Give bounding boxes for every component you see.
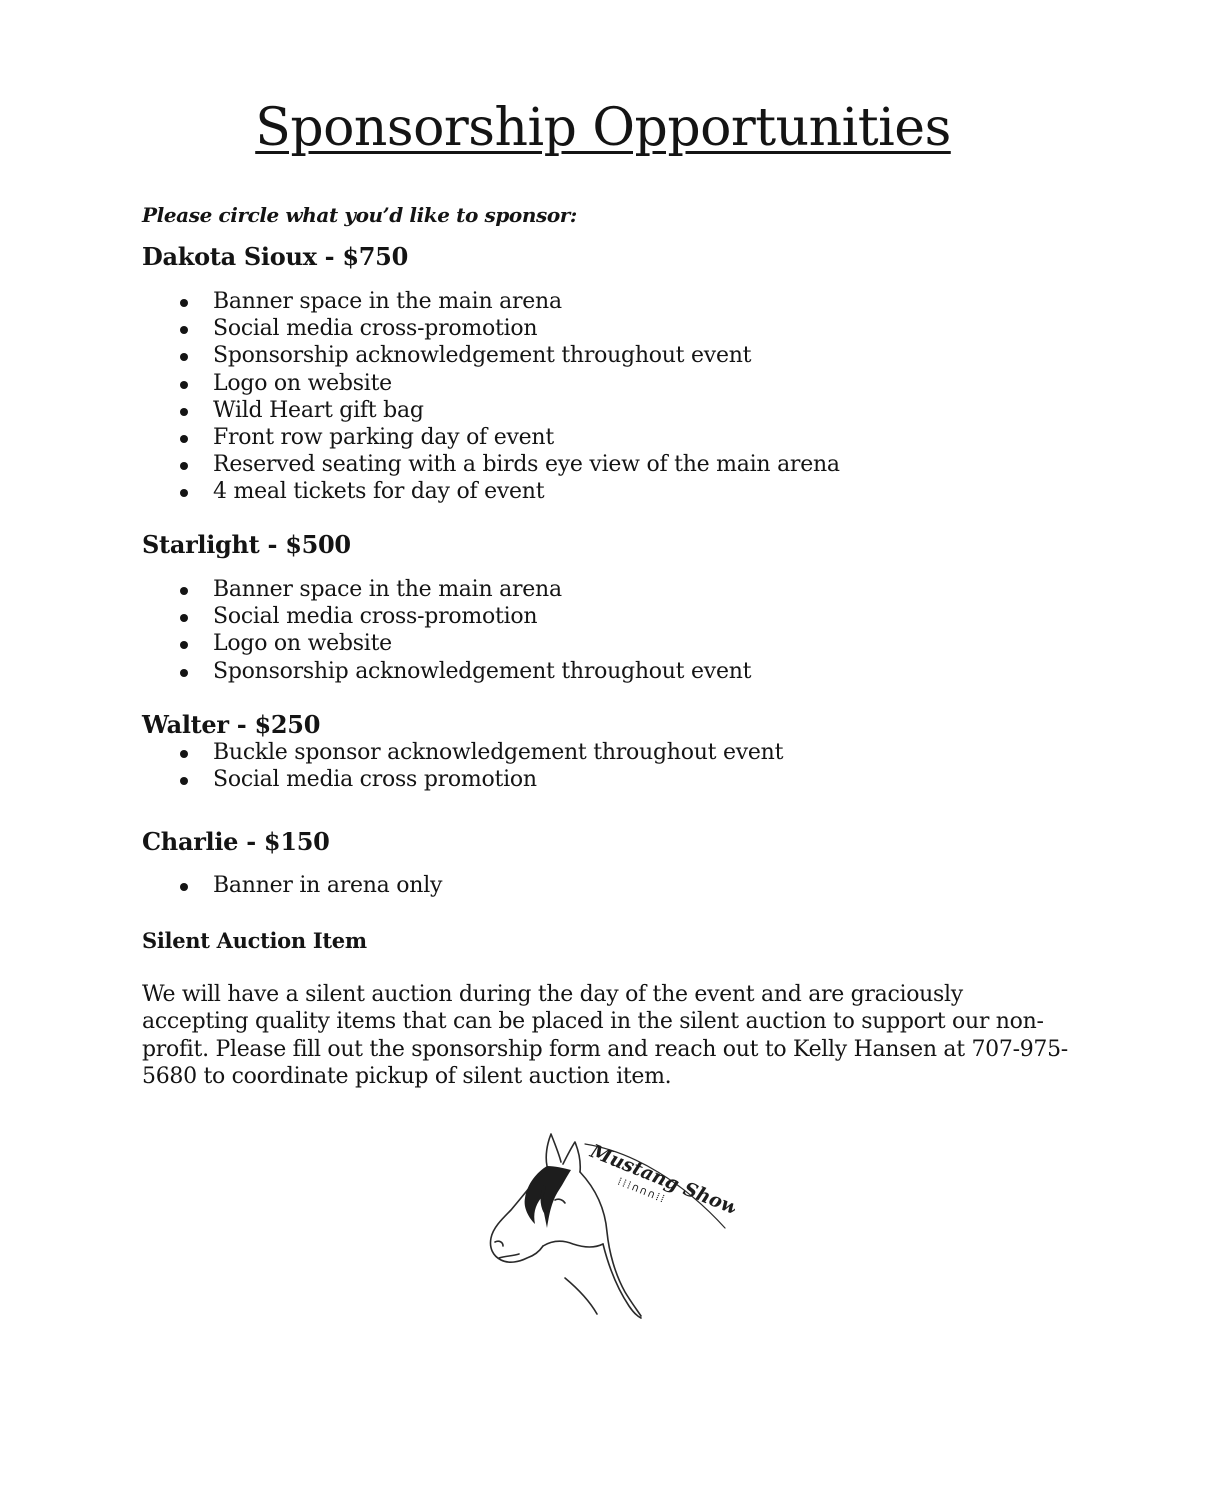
bullet-icon — [180, 408, 188, 416]
benefit-text: Reserved seating with a birds eye view of the main arena — [213, 452, 840, 478]
list-item — [142, 288, 840, 315]
benefit-text: Sponsorship acknowledgement throughout event — [213, 343, 752, 369]
benefit-text: Logo on website — [213, 631, 392, 657]
bullet-icon — [180, 777, 188, 785]
benefit-text: Social media cross promotion — [213, 767, 537, 793]
benefit-list-walter — [142, 739, 783, 793]
benefit-text: Front row parking day of event — [213, 424, 554, 450]
bullet-icon — [180, 462, 188, 470]
benefit-text: Buckle sponsor acknowledgement throughout event — [213, 740, 784, 765]
benefit-text: Social media cross-promotion — [213, 604, 538, 630]
benefit-text: 4 meal tickets for day of event — [213, 479, 545, 505]
tier-heading-charlie: Charlie - $150 — [142, 827, 330, 856]
bullet-icon — [180, 614, 188, 622]
bullet-icon — [180, 326, 188, 334]
tier-heading-walter: Walter - $250 — [142, 710, 321, 739]
bullet-icon — [180, 381, 188, 389]
benefit-text: Logo on website — [213, 370, 392, 396]
benefit-text: Sponsorship acknowledgement throughout event — [213, 658, 752, 684]
benefit-text: Banner in arena only — [213, 873, 443, 898]
bullet-icon — [180, 489, 188, 497]
benefit-list-dakota-sioux — [142, 288, 840, 506]
benefit-text: Social media cross-promotion — [213, 316, 538, 342]
horse-head-icon — [485, 1128, 735, 1323]
list-item — [142, 630, 751, 657]
list-item — [142, 478, 840, 505]
list-item — [142, 603, 751, 630]
list-item — [142, 370, 840, 397]
bullet-icon — [180, 299, 188, 307]
tier-heading-dakota-sioux: Dakota Sioux - $750 — [142, 242, 408, 271]
bullet-icon — [180, 641, 188, 649]
list-item — [142, 451, 840, 478]
bullet-icon — [180, 353, 188, 361]
list-item — [142, 424, 840, 451]
bullet-icon — [180, 750, 188, 758]
benefit-list-charlie — [142, 872, 442, 899]
benefit-text: Banner space in the main arena — [213, 577, 562, 602]
instruction-text: Please circle what you’d like to sponsor: — [142, 203, 577, 227]
horse-head-logo — [485, 1128, 735, 1323]
bullet-icon — [180, 435, 188, 443]
svg-text:Mustang Showcase: Mustang Showcase — [587, 1140, 735, 1237]
bullet-icon — [180, 883, 188, 891]
auction-body: We will have a silent auction during the day of the event and are graciously accepting quality items that can be placed in the silent auction to support our non-profit. Please fill out the sponsorship form and reach out to Kelly Hansen at 707-975-5680 to coordinate pickup of silent auction item. — [142, 982, 1068, 1090]
list-item — [142, 576, 751, 603]
list-item — [142, 315, 840, 342]
bullet-icon — [180, 669, 188, 677]
list-item — [142, 766, 783, 793]
page-title: Sponsorship Opportunities — [255, 98, 951, 158]
benefit-text: Wild Heart gift bag — [213, 397, 424, 423]
tier-heading-starlight: Starlight - $500 — [142, 530, 351, 559]
list-item — [142, 397, 840, 424]
list-item — [142, 872, 442, 899]
bullet-icon — [180, 587, 188, 595]
list-item — [142, 658, 751, 685]
list-item — [142, 342, 840, 369]
svg-text:⁞⁞⁞∩∩∩⁞⁞: ⁞⁞⁞∩∩∩⁞⁞ — [615, 1174, 669, 1206]
benefit-text: Banner space in the main arena — [213, 289, 562, 314]
list-item — [142, 739, 783, 766]
benefit-list-starlight — [142, 576, 751, 685]
auction-heading: Silent Auction Item — [142, 928, 367, 953]
